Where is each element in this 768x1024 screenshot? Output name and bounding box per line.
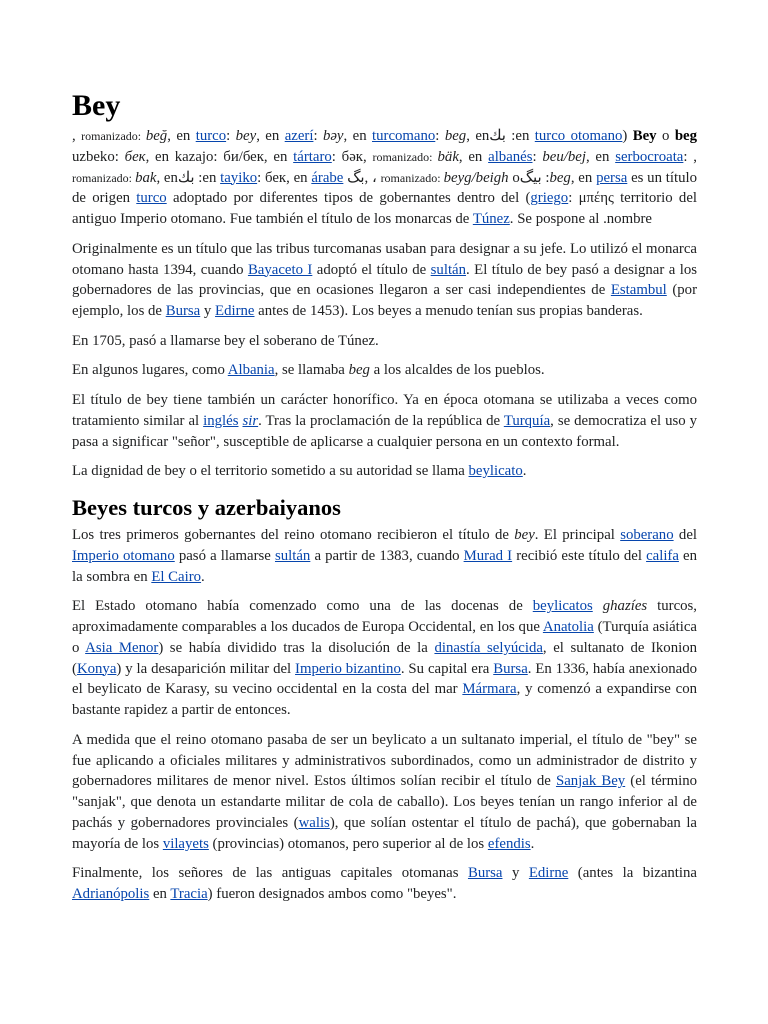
link-sultan[interactable]: sultán <box>430 261 467 278</box>
link-marmara[interactable]: Mármara <box>462 681 517 698</box>
link-walis[interactable]: walis <box>298 814 330 831</box>
link-turquia[interactable]: Turquía <box>503 412 551 429</box>
link-turcomano[interactable]: turcomano <box>372 128 436 144</box>
link-tayiko[interactable]: tayiko <box>220 169 258 186</box>
link-adrianopolis[interactable]: Adrianópolis <box>72 886 150 903</box>
link-sultan-2[interactable]: sultán <box>274 547 311 564</box>
link-sir[interactable]: sir <box>242 412 259 429</box>
link-persa[interactable]: persa <box>596 169 628 186</box>
link-imperio-bizantino[interactable]: Imperio bizantino <box>295 660 401 677</box>
link-murad[interactable]: Murad I <box>463 547 513 564</box>
link-albania[interactable]: Albania <box>227 362 275 379</box>
link-efendis[interactable]: efendis <box>487 835 531 852</box>
section-paragraph-2: El Estado otomano había comenzado como una de las docenas de beylicatos ghazíes turcos, aproximadamente comparables a los ducados de Europa Occidental, en los que Anatolia (Turquía asiática o Asia Menor) se había dividido tras la disolución de la dinastía selyúcida, el sultanato de Ikonion (Konya) y la desaparición militar del Imperio bizantino. Su capital era Bursa. En 1336, había anexionado el beylicato de Karasy, su vecino occidental en la costa del mar Mármara, y comenzó a expandirse con bastante rapidez a partir de entonces. <box>72 598 698 719</box>
section-paragraph-3: A medida que el reino otomano pasaba de ser un beylicato a un sultanato imperial, el título de "bey" se fue aplicando a oficiales militares y administrativos subordinados, como un administrador de distrito y gobernadores militares de menor nivel. Estos últimos solían recibir el título de Sanjak Bey (el término "sanjak", que denota un estandarte militar de cola de caballo). Los beyes tenían un rango inferior al de pachás y gobernadores provinciales (walis), que solían ostentar el título de pachá), que gobernaban la mayoría de los vilayets (provincias) otomanos, pero superior al de los efendis. <box>72 731 697 852</box>
paragraph-beylicato: La dignidad de bey o el territorio sometido a su autoridad se llama beylicato. <box>72 463 527 480</box>
link-bayaceto[interactable]: Bayaceto I <box>247 261 313 278</box>
link-bursa[interactable]: Bursa <box>165 303 201 320</box>
paragraph-albania: En algunos lugares, como Albania, se llamaba beg a los alcaldes de los pueblos. <box>72 362 545 379</box>
link-turco-otomano[interactable]: turco otomano <box>534 128 623 144</box>
link-bursa-3[interactable]: Bursa <box>467 865 503 882</box>
link-bursa-2[interactable]: Bursa <box>493 660 528 677</box>
link-turco-origen[interactable]: turco <box>136 190 167 207</box>
link-anatolia[interactable]: Anatolia <box>542 618 594 635</box>
link-arabe[interactable]: árabe <box>311 169 344 186</box>
link-soberano[interactable]: soberano <box>620 526 674 543</box>
link-turco[interactable]: turco <box>195 128 227 144</box>
paragraph-origin: Originalmente es un título que las tribus turcomanas usaban para designar a su jefe. Lo utilizó el monarca otomano hasta 1394, cuando Bayaceto I adoptó el título de sultán. El título de bey pasó a designar a los gobernadores de las provincias, que en ocasiones llegaron a ser casi independientes de Estambul (por ejemplo, los de Bursa y Edirne antes de 1453). Los beyes a menudo tenían sus propias banderas. <box>72 240 697 320</box>
link-azeri[interactable]: azerí <box>284 128 314 144</box>
link-tracia[interactable]: Tracia <box>170 886 208 903</box>
link-edirne[interactable]: Edirne <box>215 303 255 320</box>
link-sanjak-bey[interactable]: Sanjak Bey <box>555 773 626 790</box>
section-paragraph-1: Los tres primeros gobernantes del reino otomano recibieron el título de bey. El principal soberano del Imperio otomano pasó a llamarse sultán a partir de 1383, cuando Murad I recibió este título del califa en la sombra en El Cairo. <box>72 526 698 585</box>
link-griego[interactable]: griego <box>530 190 569 207</box>
paragraph-honorific: El título de bey tiene también un carácter honorífico. Ya en época otomana se utilizaba a veces como tratamiento similar al inglés sir. Tras la proclamación de la república de Turquía, se democratiza el uso y pasa a significar "señor", susceptible de aplicarse a cualquier persona en un contexto formal. <box>72 391 698 450</box>
link-tunez[interactable]: Túnez <box>472 211 510 228</box>
section-heading: Beyes turcos y azerbaiyanos <box>72 494 341 520</box>
paragraph-tunez: En 1705, pasó a llamarse bey el soberano de Túnez. <box>72 332 379 349</box>
section-paragraph-4: Finalmente, los señores de las antiguas capitales otomanas Bursa y Edirne (antes la bizantina Adrianópolis en Tracia) fueron designados ambos como "beyes". <box>72 865 697 903</box>
link-tartaro[interactable]: tártaro <box>293 148 332 165</box>
link-estambul[interactable]: Estambul <box>610 282 667 299</box>
link-beylicatos[interactable]: beylicatos <box>532 598 593 615</box>
intro-paragraph: , romanizado: beğ, en turco: bey, en azerí: bəy, en turcomano: beg, enبك :en turco otomano) Bey o beg uzbeko: бек, en kazajo: би/бек, en tártaro: бәк, romanizado: bäk, en albanés: beu/bej, en serbocroata: , romanizado: bak, enبك :en tayiko: бек, en árabe بگ, ، romanizado: beyg/beigh oبیگ :beg, en persa es un título de origen turco adoptado por diferentes tipos de gobernantes dentro del (griego: μπέης territorio del antiguo Imperio otomano. Fue también el título de los monarcas de Túnez. Se pospone al .nombre <box>72 128 698 228</box>
link-imperio-otomano[interactable]: Imperio otomano <box>72 547 175 564</box>
link-edirne-2[interactable]: Edirne <box>528 865 569 882</box>
link-dinastia-selyucida[interactable]: dinastía selyúcida <box>434 639 543 656</box>
link-beylicato[interactable]: beylicato <box>468 463 523 480</box>
link-konya[interactable]: Konya <box>76 660 117 677</box>
link-el-cairo[interactable]: El Cairo <box>151 568 202 585</box>
article-content <box>72 88 697 914</box>
link-serbocroata[interactable]: serbocroata <box>615 148 684 165</box>
link-ingles[interactable]: inglés <box>203 412 239 429</box>
link-asia-menor[interactable]: Asia Menor <box>85 639 159 656</box>
page-title: Bey <box>72 89 121 122</box>
link-albanes[interactable]: albanés <box>488 148 533 165</box>
link-vilayets[interactable]: vilayets <box>162 835 209 852</box>
link-califa[interactable]: califa <box>646 547 679 564</box>
